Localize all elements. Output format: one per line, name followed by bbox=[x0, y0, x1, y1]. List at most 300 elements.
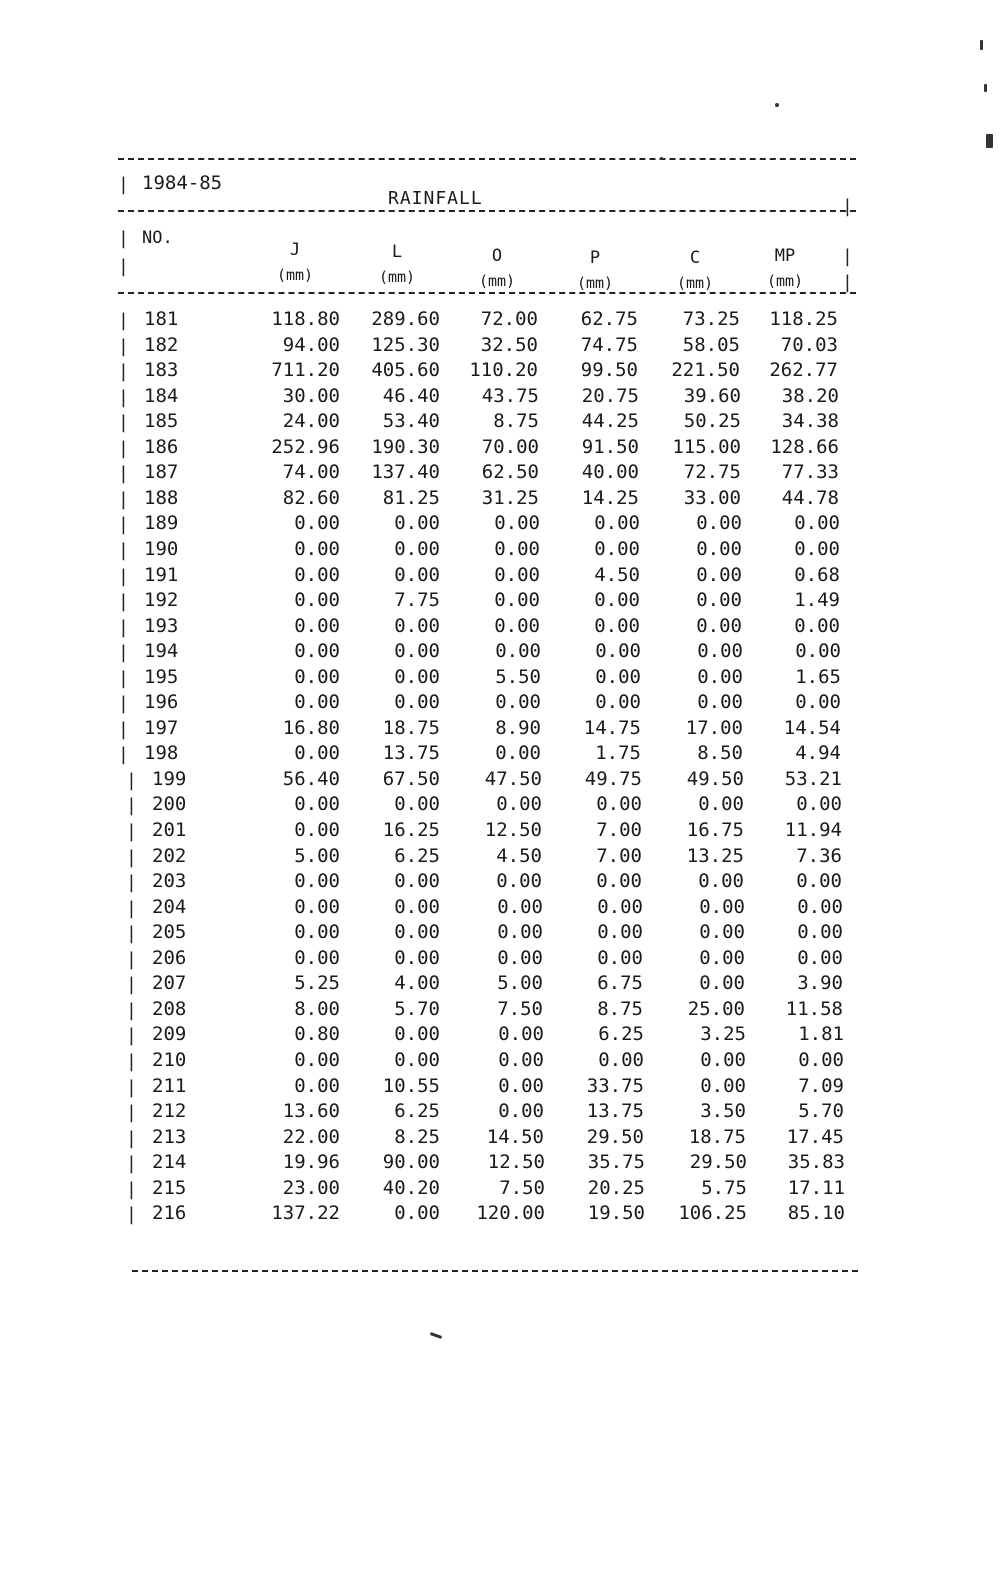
rainfall-value-cell: 49.75 bbox=[584, 768, 642, 790]
row-border-mark: | bbox=[118, 566, 129, 587]
left-border-mark: | bbox=[118, 256, 129, 277]
station-number-cell: 198 bbox=[144, 742, 179, 764]
table-row bbox=[0, 793, 1000, 819]
rainfall-value-cell: 0.00 bbox=[794, 615, 840, 637]
row-border-mark: | bbox=[118, 642, 129, 663]
rainfall-value-cell: 262.77 bbox=[769, 359, 838, 381]
rainfall-value-cell: 221.50 bbox=[671, 359, 740, 381]
rainfall-value-cell: 72.00 bbox=[480, 308, 538, 330]
row-border-mark: | bbox=[126, 949, 137, 970]
table-row bbox=[0, 742, 1000, 768]
rainfall-value-cell: 0.00 bbox=[497, 947, 543, 969]
column-unit-o: (mm) bbox=[478, 272, 516, 290]
rainfall-value-cell: 120.00 bbox=[476, 1202, 545, 1224]
rainfall-value-cell: 14.25 bbox=[581, 487, 639, 509]
rainfall-value-cell: 0.00 bbox=[796, 793, 842, 815]
rainfall-value-cell: 6.25 bbox=[394, 1100, 440, 1122]
rainfall-value-cell: 32.50 bbox=[480, 334, 538, 356]
rainfall-value-cell: 29.50 bbox=[689, 1151, 747, 1173]
rainfall-value-cell: 0.00 bbox=[696, 615, 742, 637]
scan-speck bbox=[986, 134, 993, 148]
rainfall-value-cell: 34.38 bbox=[781, 410, 839, 432]
table-row bbox=[0, 589, 1000, 615]
rainfall-value-cell: 0.00 bbox=[795, 691, 841, 713]
bottom-rule bbox=[132, 1270, 858, 1272]
rainfall-value-cell: 67.50 bbox=[382, 768, 440, 790]
rainfall-value-cell: 5.00 bbox=[294, 845, 340, 867]
rainfall-value-cell: 115.00 bbox=[672, 436, 741, 458]
column-unit-p: (mm) bbox=[576, 274, 614, 292]
station-number-cell: 194 bbox=[144, 640, 179, 662]
station-number-cell: 207 bbox=[152, 972, 187, 994]
rainfall-value-cell: 190.30 bbox=[371, 436, 440, 458]
table-row bbox=[0, 819, 1000, 845]
rainfall-value-cell: 0.00 bbox=[696, 512, 742, 534]
station-number-cell: 212 bbox=[152, 1100, 187, 1122]
rainfall-value-cell: 39.60 bbox=[683, 385, 741, 407]
rainfall-value-cell: 8.50 bbox=[697, 742, 743, 764]
rainfall-value-cell: 31.25 bbox=[481, 487, 539, 509]
rainfall-value-cell: 53.40 bbox=[382, 410, 440, 432]
rainfall-value-cell: 118.25 bbox=[769, 308, 838, 330]
rainfall-value-cell: 0.00 bbox=[394, 1049, 440, 1071]
rainfall-value-cell: 5.70 bbox=[798, 1100, 844, 1122]
station-number-cell: 193 bbox=[144, 615, 179, 637]
table-row bbox=[0, 538, 1000, 564]
rainfall-value-cell: 8.25 bbox=[394, 1126, 440, 1148]
rainfall-value-cell: 0.00 bbox=[394, 615, 440, 637]
rainfall-value-cell: 0.00 bbox=[597, 896, 643, 918]
rainfall-value-cell: 0.00 bbox=[594, 538, 640, 560]
row-border-mark: | bbox=[126, 770, 137, 791]
rainfall-value-cell: 70.03 bbox=[780, 334, 838, 356]
table-row bbox=[0, 1023, 1000, 1049]
rainfall-value-cell: 62.75 bbox=[580, 308, 638, 330]
row-border-mark: | bbox=[118, 668, 129, 689]
rainfall-value-cell: 0.00 bbox=[700, 1049, 746, 1071]
rainfall-value-cell: 18.75 bbox=[382, 717, 440, 739]
rainfall-value-cell: 17.45 bbox=[786, 1126, 844, 1148]
table-row bbox=[0, 436, 1000, 462]
station-number-cell: 182 bbox=[144, 334, 179, 356]
rainfall-value-cell: 0.00 bbox=[698, 793, 744, 815]
row-border-mark: | bbox=[126, 872, 137, 893]
header-rule bbox=[118, 292, 856, 294]
scan-speck bbox=[660, 157, 663, 160]
row-border-mark: | bbox=[126, 898, 137, 919]
rainfall-value-cell: 137.22 bbox=[271, 1202, 340, 1224]
station-number-cell: 204 bbox=[152, 896, 187, 918]
right-border-mark: | bbox=[842, 246, 853, 267]
rainfall-value-cell: 0.00 bbox=[700, 1075, 746, 1097]
rainfall-value-cell: 10.55 bbox=[382, 1075, 440, 1097]
station-number-cell: 181 bbox=[144, 308, 179, 330]
station-number-cell: 215 bbox=[152, 1177, 187, 1199]
rainfall-value-cell: 16.25 bbox=[382, 819, 440, 841]
rainfall-value-cell: 0.00 bbox=[394, 564, 440, 586]
rainfall-value-cell: 0.00 bbox=[394, 538, 440, 560]
station-number-cell: 195 bbox=[144, 666, 179, 688]
rainfall-value-cell: 13.25 bbox=[686, 845, 744, 867]
top-rule bbox=[118, 158, 856, 160]
rainfall-value-cell: 0.00 bbox=[294, 538, 340, 560]
rainfall-value-cell: 0.00 bbox=[594, 615, 640, 637]
right-border-mark: | bbox=[842, 196, 853, 217]
rainfall-value-cell: 4.94 bbox=[795, 742, 841, 764]
row-border-mark: | bbox=[118, 310, 129, 331]
station-number-cell: 185 bbox=[144, 410, 179, 432]
station-number-cell: 189 bbox=[144, 512, 179, 534]
table-row bbox=[0, 461, 1000, 487]
rainfall-value-cell: 0.00 bbox=[294, 589, 340, 611]
rainfall-value-cell: 53.21 bbox=[784, 768, 842, 790]
rainfall-value-cell: 7.50 bbox=[497, 998, 543, 1020]
table-row bbox=[0, 947, 1000, 973]
rainfall-value-cell: 56.40 bbox=[282, 768, 340, 790]
rainfall-value-cell: 289.60 bbox=[371, 308, 440, 330]
rainfall-value-cell: 16.80 bbox=[282, 717, 340, 739]
rainfall-value-cell: 0.00 bbox=[497, 896, 543, 918]
rainfall-value-cell: 0.00 bbox=[294, 640, 340, 662]
rainfall-value-cell: 40.20 bbox=[382, 1177, 440, 1199]
rainfall-value-cell: 16.75 bbox=[686, 819, 744, 841]
rainfall-value-cell: 0.00 bbox=[294, 896, 340, 918]
rainfall-value-cell: 77.33 bbox=[781, 461, 839, 483]
station-number-cell: 205 bbox=[152, 921, 187, 943]
table-row bbox=[0, 385, 1000, 411]
rainfall-value-cell: 0.00 bbox=[294, 819, 340, 841]
rainfall-value-cell: 44.25 bbox=[581, 410, 639, 432]
rainfall-value-cell: 0.00 bbox=[697, 666, 743, 688]
station-number-cell: 186 bbox=[144, 436, 179, 458]
rainfall-value-cell: 0.00 bbox=[294, 691, 340, 713]
rainfall-value-cell: 0.00 bbox=[498, 1100, 544, 1122]
rainfall-value-cell: 0.00 bbox=[394, 691, 440, 713]
station-number-cell: 197 bbox=[144, 717, 179, 739]
table-row bbox=[0, 359, 1000, 385]
rainfall-value-cell: 7.09 bbox=[798, 1075, 844, 1097]
rainfall-value-cell: 73.25 bbox=[682, 308, 740, 330]
rainfall-value-cell: 8.00 bbox=[294, 998, 340, 1020]
rainfall-value-cell: 0.00 bbox=[294, 1075, 340, 1097]
rainfall-value-cell: 5.75 bbox=[701, 1177, 747, 1199]
rainfall-value-cell: 47.50 bbox=[484, 768, 542, 790]
rainfall-value-cell: 711.20 bbox=[271, 359, 340, 381]
rainfall-value-cell: 17.11 bbox=[787, 1177, 845, 1199]
table-row bbox=[0, 691, 1000, 717]
rainfall-value-cell: 0.00 bbox=[596, 793, 642, 815]
rainfall-value-cell: 74.00 bbox=[282, 461, 340, 483]
station-number-cell: 202 bbox=[152, 845, 187, 867]
rainfall-value-cell: 128.66 bbox=[770, 436, 839, 458]
station-number-cell: 188 bbox=[144, 487, 179, 509]
rainfall-value-cell: 0.80 bbox=[294, 1023, 340, 1045]
rainfall-value-cell: 0.00 bbox=[294, 666, 340, 688]
rainfall-value-cell: 0.00 bbox=[494, 512, 540, 534]
row-border-mark: | bbox=[126, 1077, 137, 1098]
rainfall-value-cell: 7.75 bbox=[394, 589, 440, 611]
rainfall-value-cell: 0.00 bbox=[597, 921, 643, 943]
station-number-cell: 199 bbox=[152, 768, 187, 790]
table-row bbox=[0, 1151, 1000, 1177]
station-number-cell: 187 bbox=[144, 461, 179, 483]
column-unit-l: (mm) bbox=[378, 268, 416, 286]
rainfall-value-cell: 0.00 bbox=[594, 589, 640, 611]
row-border-mark: | bbox=[126, 847, 137, 868]
table-row bbox=[0, 640, 1000, 666]
column-unit-mp: (mm) bbox=[766, 272, 804, 290]
table-row bbox=[0, 1177, 1000, 1203]
table-row bbox=[0, 615, 1000, 641]
row-border-mark: | bbox=[126, 1128, 137, 1149]
table-row bbox=[0, 845, 1000, 871]
rainfall-value-cell: 4.50 bbox=[496, 845, 542, 867]
table-row bbox=[0, 1100, 1000, 1126]
rainfall-value-cell: 7.36 bbox=[796, 845, 842, 867]
rainfall-value-cell: 8.75 bbox=[597, 998, 643, 1020]
column-header-j: J bbox=[289, 240, 301, 260]
table-row bbox=[0, 998, 1000, 1024]
rainfall-value-cell: 0.00 bbox=[394, 896, 440, 918]
column-header-p: P bbox=[589, 248, 601, 268]
station-number-cell: 184 bbox=[144, 385, 179, 407]
table-row bbox=[0, 896, 1000, 922]
rainfall-value-cell: 72.75 bbox=[683, 461, 741, 483]
row-border-mark: | bbox=[126, 1204, 137, 1225]
rainfall-value-cell: 4.50 bbox=[594, 564, 640, 586]
rainfall-value-cell: 33.00 bbox=[683, 487, 741, 509]
table-row bbox=[0, 972, 1000, 998]
table-title: RAINFALL bbox=[388, 188, 483, 209]
station-number-cell: 196 bbox=[144, 691, 179, 713]
rainfall-value-cell: 11.58 bbox=[785, 998, 843, 1020]
rainfall-value-cell: 0.00 bbox=[394, 640, 440, 662]
rainfall-value-cell: 8.90 bbox=[495, 717, 541, 739]
column-unit-c: (mm) bbox=[676, 274, 714, 292]
rainfall-value-cell: 44.78 bbox=[781, 487, 839, 509]
row-border-mark: | bbox=[126, 821, 137, 842]
rainfall-value-cell: 0.00 bbox=[294, 742, 340, 764]
rainfall-value-cell: 70.00 bbox=[481, 436, 539, 458]
rainfall-value-cell: 13.75 bbox=[382, 742, 440, 764]
rainfall-value-cell: 5.70 bbox=[394, 998, 440, 1020]
rainfall-value-cell: 5.25 bbox=[294, 972, 340, 994]
rainfall-value-cell: 49.50 bbox=[686, 768, 744, 790]
table-row bbox=[0, 308, 1000, 334]
rainfall-value-cell: 3.25 bbox=[700, 1023, 746, 1045]
rainfall-value-cell: 1.65 bbox=[795, 666, 841, 688]
rainfall-value-cell: 0.00 bbox=[494, 564, 540, 586]
rainfall-value-cell: 125.30 bbox=[371, 334, 440, 356]
scan-speck bbox=[775, 103, 779, 107]
rainfall-value-cell: 0.00 bbox=[495, 691, 541, 713]
rainfall-value-cell: 3.50 bbox=[700, 1100, 746, 1122]
station-number-header: NO. bbox=[142, 228, 173, 248]
rainfall-value-cell: 0.00 bbox=[495, 640, 541, 662]
rainfall-value-cell: 0.00 bbox=[595, 691, 641, 713]
rainfall-value-cell: 0.00 bbox=[294, 615, 340, 637]
row-border-mark: | bbox=[126, 1000, 137, 1021]
row-border-mark: | bbox=[126, 974, 137, 995]
column-header-o: O bbox=[491, 246, 503, 266]
rainfall-value-cell: 106.25 bbox=[678, 1202, 747, 1224]
station-number-cell: 191 bbox=[144, 564, 179, 586]
rainfall-value-cell: 0.00 bbox=[696, 538, 742, 560]
rainfall-value-cell: 0.00 bbox=[797, 947, 843, 969]
table-row bbox=[0, 1075, 1000, 1101]
rainfall-value-cell: 13.60 bbox=[282, 1100, 340, 1122]
station-number-cell: 200 bbox=[152, 793, 187, 815]
rainfall-value-cell: 118.80 bbox=[271, 308, 340, 330]
row-border-mark: | bbox=[126, 1051, 137, 1072]
rainfall-value-cell: 50.25 bbox=[683, 410, 741, 432]
rainfall-value-cell: 0.00 bbox=[699, 972, 745, 994]
rainfall-value-cell: 0.00 bbox=[394, 1202, 440, 1224]
rainfall-value-cell: 62.50 bbox=[481, 461, 539, 483]
rainfall-value-cell: 405.60 bbox=[371, 359, 440, 381]
rainfall-value-cell: 14.75 bbox=[583, 717, 641, 739]
rainfall-value-cell: 7.00 bbox=[596, 819, 642, 841]
station-number-cell: 209 bbox=[152, 1023, 187, 1045]
rainfall-value-cell: 81.25 bbox=[382, 487, 440, 509]
row-border-mark: | bbox=[118, 463, 129, 484]
row-border-mark: | bbox=[118, 514, 129, 535]
scan-speck bbox=[980, 40, 983, 50]
station-number-cell: 192 bbox=[144, 589, 179, 611]
rainfall-value-cell: 0.00 bbox=[596, 870, 642, 892]
row-border-mark: | bbox=[118, 412, 129, 433]
rainfall-value-cell: 0.00 bbox=[394, 1023, 440, 1045]
row-border-mark: | bbox=[126, 1102, 137, 1123]
rainfall-value-cell: 82.60 bbox=[282, 487, 340, 509]
table-row bbox=[0, 921, 1000, 947]
rainfall-value-cell: 91.50 bbox=[581, 436, 639, 458]
rainfall-value-cell: 90.00 bbox=[382, 1151, 440, 1173]
rainfall-value-cell: 40.00 bbox=[581, 461, 639, 483]
season-year: 1984-85 bbox=[142, 172, 223, 194]
scan-speck bbox=[984, 84, 987, 92]
rainfall-value-cell: 0.00 bbox=[699, 947, 745, 969]
scan-speck bbox=[430, 1332, 442, 1339]
rainfall-value-cell: 1.81 bbox=[798, 1023, 844, 1045]
left-border-mark: | bbox=[118, 228, 129, 249]
row-border-mark: | bbox=[118, 591, 129, 612]
rainfall-value-cell: 0.00 bbox=[294, 870, 340, 892]
rainfall-value-cell: 0.00 bbox=[696, 589, 742, 611]
rainfall-value-cell: 0.00 bbox=[598, 1049, 644, 1071]
rainfall-value-cell: 20.75 bbox=[581, 385, 639, 407]
rainfall-value-cell: 30.00 bbox=[282, 385, 340, 407]
rainfall-value-cell: 0.00 bbox=[294, 564, 340, 586]
station-number-cell: 201 bbox=[152, 819, 187, 841]
table-row bbox=[0, 717, 1000, 743]
row-border-mark: | bbox=[118, 540, 129, 561]
rainfall-value-cell: 25.00 bbox=[687, 998, 745, 1020]
row-border-mark: | bbox=[118, 693, 129, 714]
rainfall-value-cell: 0.00 bbox=[294, 793, 340, 815]
rainfall-value-cell: 8.75 bbox=[493, 410, 539, 432]
table-row bbox=[0, 666, 1000, 692]
rainfall-value-cell: 94.00 bbox=[282, 334, 340, 356]
rainfall-value-cell: 38.20 bbox=[781, 385, 839, 407]
rainfall-value-cell: 0.00 bbox=[698, 870, 744, 892]
rainfall-value-cell: 0.00 bbox=[494, 615, 540, 637]
row-border-mark: | bbox=[126, 1179, 137, 1200]
rainfall-value-cell: 0.00 bbox=[794, 538, 840, 560]
rainfall-value-cell: 0.00 bbox=[794, 512, 840, 534]
rainfall-value-cell: 14.50 bbox=[486, 1126, 544, 1148]
rainfall-value-cell: 0.00 bbox=[394, 870, 440, 892]
rainfall-value-cell: 0.00 bbox=[394, 921, 440, 943]
rainfall-value-cell: 6.75 bbox=[597, 972, 643, 994]
row-border-mark: | bbox=[118, 489, 129, 510]
rainfall-value-cell: 20.25 bbox=[587, 1177, 645, 1199]
row-border-mark: | bbox=[118, 361, 129, 382]
rainfall-value-cell: 0.00 bbox=[594, 512, 640, 534]
rainfall-value-cell: 0.00 bbox=[498, 1049, 544, 1071]
rainfall-value-cell: 5.50 bbox=[495, 666, 541, 688]
table-row bbox=[0, 1202, 1000, 1228]
rainfall-value-cell: 6.25 bbox=[394, 845, 440, 867]
rainfall-value-cell: 0.00 bbox=[696, 564, 742, 586]
station-number-cell: 211 bbox=[152, 1075, 187, 1097]
column-header-l: L bbox=[391, 242, 403, 262]
station-number-cell: 183 bbox=[144, 359, 179, 381]
rainfall-value-cell: 14.54 bbox=[783, 717, 841, 739]
rainfall-value-cell: 0.00 bbox=[495, 742, 541, 764]
row-border-mark: | bbox=[126, 1153, 137, 1174]
table-row bbox=[0, 512, 1000, 538]
row-border-mark: | bbox=[118, 336, 129, 357]
rainfall-value-cell: 252.96 bbox=[271, 436, 340, 458]
station-number-cell: 213 bbox=[152, 1126, 187, 1148]
rainfall-value-cell: 13.75 bbox=[586, 1100, 644, 1122]
rainfall-value-cell: 35.75 bbox=[587, 1151, 645, 1173]
rainfall-value-cell: 7.50 bbox=[499, 1177, 545, 1199]
rainfall-value-cell: 0.00 bbox=[697, 691, 743, 713]
row-border-mark: | bbox=[126, 923, 137, 944]
rainfall-value-cell: 0.00 bbox=[597, 947, 643, 969]
table-row bbox=[0, 487, 1000, 513]
rainfall-value-cell: 0.00 bbox=[797, 921, 843, 943]
rainfall-value-cell: 0.00 bbox=[699, 921, 745, 943]
rainfall-value-cell: 3.90 bbox=[797, 972, 843, 994]
rainfall-value-cell: 0.00 bbox=[595, 640, 641, 662]
left-border-mark: | bbox=[118, 174, 129, 195]
station-number-cell: 190 bbox=[144, 538, 179, 560]
rainfall-value-cell: 0.00 bbox=[294, 947, 340, 969]
rainfall-value-cell: 23.00 bbox=[282, 1177, 340, 1199]
rainfall-value-cell: 33.75 bbox=[586, 1075, 644, 1097]
table-row bbox=[0, 410, 1000, 436]
station-number-cell: 208 bbox=[152, 998, 187, 1020]
rainfall-value-cell: 0.00 bbox=[294, 1049, 340, 1071]
table-row bbox=[0, 768, 1000, 794]
rainfall-value-cell: 0.00 bbox=[496, 793, 542, 815]
station-number-cell: 203 bbox=[152, 870, 187, 892]
rainfall-value-cell: 0.00 bbox=[795, 640, 841, 662]
rainfall-value-cell: 1.75 bbox=[595, 742, 641, 764]
station-number-cell: 216 bbox=[152, 1202, 187, 1224]
rainfall-value-cell: 0.00 bbox=[394, 947, 440, 969]
rainfall-value-cell: 0.00 bbox=[394, 666, 440, 688]
rainfall-value-cell: 12.50 bbox=[487, 1151, 545, 1173]
rainfall-value-cell: 0.00 bbox=[498, 1023, 544, 1045]
rainfall-value-cell: 74.75 bbox=[580, 334, 638, 356]
rainfall-value-cell: 0.00 bbox=[796, 870, 842, 892]
rainfall-value-cell: 5.00 bbox=[497, 972, 543, 994]
station-number-cell: 206 bbox=[152, 947, 187, 969]
